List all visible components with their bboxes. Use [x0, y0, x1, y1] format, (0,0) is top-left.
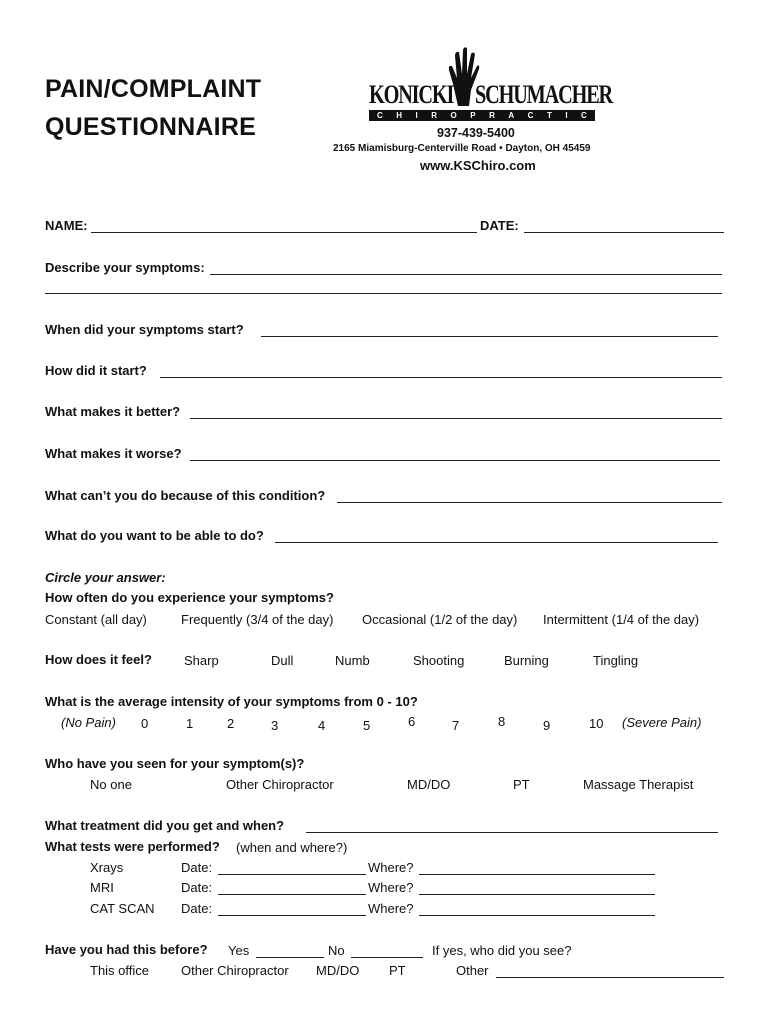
how-start-field[interactable]	[160, 377, 722, 378]
treatment-field[interactable]	[306, 832, 718, 833]
better-label: What makes it better?	[45, 404, 181, 419]
intensity-3[interactable]: 3	[271, 718, 279, 733]
intensity-5[interactable]: 5	[363, 718, 371, 733]
describe-field[interactable]	[210, 274, 722, 275]
practice-website[interactable]: www.KSChiro.com	[420, 158, 536, 173]
test-catscan-label: CAT SCAN	[90, 901, 155, 916]
cant-field[interactable]	[337, 502, 722, 503]
feel-option-sharp[interactable]: Sharp	[184, 653, 219, 668]
before-question: Have you had this before?	[45, 942, 208, 957]
test-mri-where-label: Where?	[368, 880, 414, 895]
test-mri-date-field[interactable]	[218, 894, 366, 895]
seen-option-other-chiropractor[interactable]: Other Chiropractor	[226, 777, 334, 792]
before-other-label: Other	[456, 963, 489, 978]
before-option-pt[interactable]: PT	[389, 963, 406, 978]
feel-option-dull[interactable]: Dull	[271, 653, 294, 668]
test-xrays-date-label: Date:	[181, 860, 213, 875]
describe-label: Describe your symptoms:	[45, 260, 205, 275]
title-line-1: PAIN/COMPLAINT	[45, 75, 262, 103]
intensity-1[interactable]: 1	[186, 716, 194, 731]
practice-logo	[369, 44, 613, 124]
frequency-option-intermittent[interactable]: Intermittent (1/4 of the day)	[543, 612, 700, 627]
test-xrays-where-field[interactable]	[419, 874, 655, 875]
intensity-10[interactable]: 10	[589, 716, 604, 731]
intensity-high-label: (Severe Pain)	[622, 715, 702, 730]
logo-subtitle: CHIROPRACTIC	[369, 110, 595, 121]
intensity-low-label: (No Pain)	[61, 715, 116, 730]
tests-question: What tests were performed?	[45, 839, 220, 854]
seen-option-pt[interactable]: PT	[513, 777, 530, 792]
name-field[interactable]	[91, 232, 477, 233]
worse-field[interactable]	[190, 460, 720, 461]
intensity-0[interactable]: 0	[141, 716, 149, 731]
seen-option-no-one[interactable]: No one	[90, 777, 132, 792]
worse-label: What makes it worse?	[45, 446, 182, 461]
practice-phone: 937-439-5400	[437, 126, 515, 140]
describe-field-line-2[interactable]	[45, 293, 722, 294]
before-option-other-chiropractor[interactable]: Other Chiropractor	[181, 963, 289, 978]
before-no-field[interactable]	[351, 957, 423, 958]
frequency-option-frequently[interactable]: Frequently (3/4 of the day)	[181, 612, 334, 627]
intensity-2[interactable]: 2	[227, 716, 235, 731]
test-xrays-date-field[interactable]	[218, 874, 366, 875]
test-catscan-where-label: Where?	[368, 901, 414, 916]
feel-option-burning[interactable]: Burning	[504, 653, 549, 668]
intensity-8[interactable]: 8	[498, 714, 506, 729]
treatment-question: What treatment did you get and when?	[45, 818, 285, 833]
before-yes-label: Yes	[228, 943, 250, 958]
before-if-yes-label: If yes, who did you see?	[432, 943, 572, 958]
seen-option-md-do[interactable]: MD/DO	[407, 777, 451, 792]
before-no-label: No	[328, 943, 345, 958]
seen-question: Who have you seen for your symptom(s)?	[45, 756, 305, 771]
before-other-field[interactable]	[496, 977, 724, 978]
how-start-label: How did it start?	[45, 363, 147, 378]
want-field[interactable]	[275, 542, 718, 543]
test-mri-where-field[interactable]	[419, 894, 655, 895]
logo-name-left: KONICKI	[369, 80, 454, 109]
circle-instruction: Circle your answer:	[45, 570, 166, 585]
feel-option-shooting[interactable]: Shooting	[413, 653, 465, 668]
frequency-option-occasional[interactable]: Occasional (1/2 of the day)	[362, 612, 518, 627]
test-mri-date-label: Date:	[181, 880, 213, 895]
frequency-question: How often do you experience your symptoms?	[45, 590, 334, 605]
date-label: DATE:	[480, 218, 519, 233]
before-yes-field[interactable]	[256, 957, 324, 958]
intensity-4[interactable]: 4	[318, 718, 326, 733]
feel-option-numb[interactable]: Numb	[335, 653, 370, 668]
start-label: When did your symptoms start?	[45, 322, 244, 337]
intensity-7[interactable]: 7	[452, 718, 460, 733]
test-xrays-where-label: Where?	[368, 860, 414, 875]
feel-option-tingling[interactable]: Tingling	[593, 653, 639, 668]
want-label: What do you want to be able to do?	[45, 528, 264, 543]
feel-question: How does it feel?	[45, 652, 152, 667]
logo-name-right: SCHUMACHER	[475, 80, 613, 109]
intensity-question: What is the average intensity of your symptoms from 0 - 10?	[45, 694, 418, 709]
frequency-option-constant[interactable]: Constant (all day)	[45, 612, 147, 627]
before-option-this-office[interactable]: This office	[90, 963, 150, 978]
date-field[interactable]	[524, 232, 724, 233]
start-field[interactable]	[261, 336, 718, 337]
intensity-9[interactable]: 9	[543, 718, 551, 733]
tests-hint: (when and where?)	[236, 840, 348, 855]
test-mri-label: MRI	[90, 880, 114, 895]
test-xrays-label: Xrays	[90, 860, 124, 875]
intensity-6[interactable]: 6	[408, 714, 416, 729]
name-label: NAME:	[45, 218, 88, 233]
test-catscan-date-field[interactable]	[218, 915, 366, 916]
title-line-2: QUESTIONNAIRE	[45, 113, 256, 141]
seen-option-massage-therapist[interactable]: Massage Therapist	[583, 777, 694, 792]
before-option-md-do[interactable]: MD/DO	[316, 963, 360, 978]
better-field[interactable]	[190, 418, 722, 419]
cant-label: What can’t you do because of this condition?	[45, 488, 326, 503]
practice-address: 2165 Miamisburg-Centerville Road • Dayton, OH 45459	[333, 143, 591, 154]
test-catscan-where-field[interactable]	[419, 915, 655, 916]
test-catscan-date-label: Date:	[181, 901, 213, 916]
